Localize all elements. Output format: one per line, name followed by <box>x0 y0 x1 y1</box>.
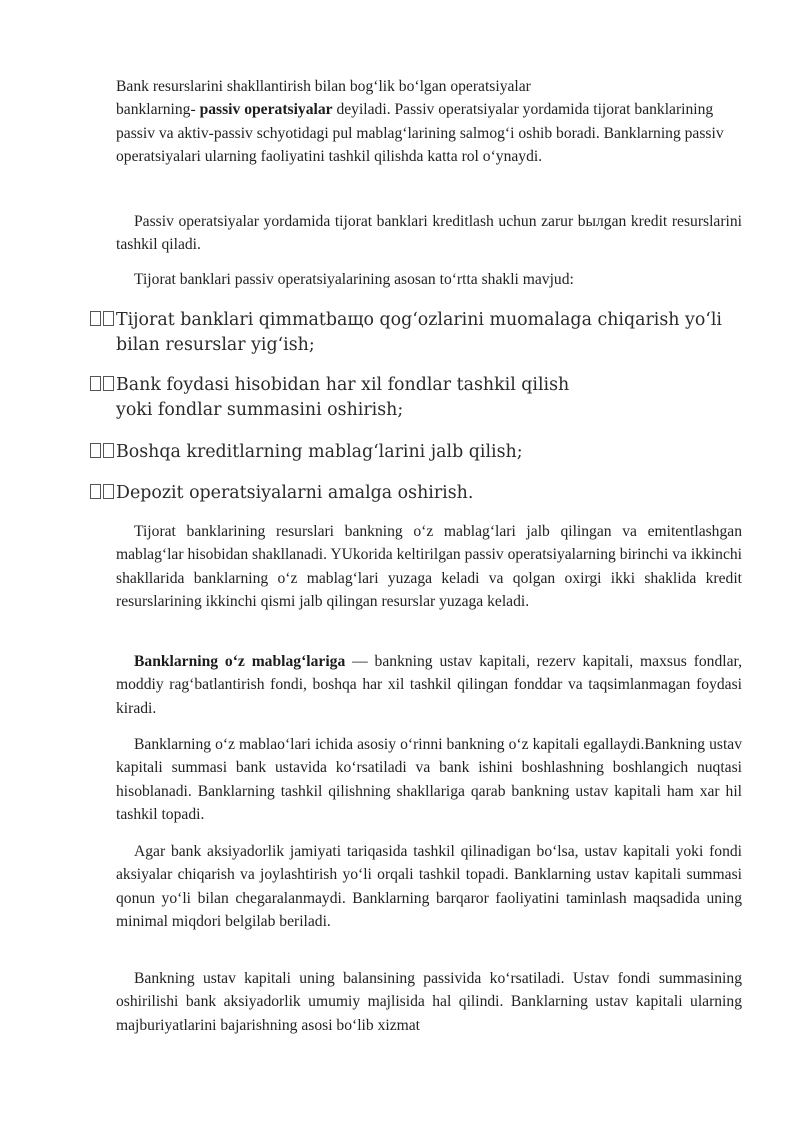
credit-paragraph: Passiv operatsiyalar yordamida tijorat banklari kreditlash uchun zarur bылgan kredit resurslarini tashkil qiladi. <box>116 213 742 254</box>
list-item-continuation: bilan resurslar yig‘ish; <box>116 335 315 355</box>
jsc-paragraph: Agar bank aksiyadorlik jamiyati tariqasida tashkil qilinadigan bo‘lsa, ustav kapitali yoki fondi aksiyalar chiqarish va joylashtirish yo‘li orqali tashkil topadi. Banklarning ustav kapitali summasi qonun yo‘li bilan chegaralanmaydi. Banklarning barqaror faoliyatini taminlash maqsadida uning minimal miqdori belgilab beriladi. <box>116 843 742 931</box>
intro-paragraph <box>116 75 736 169</box>
list-item-text: Bank foydasi hisobidan har xil fondlar tashkil qilish <box>116 375 570 395</box>
list-item-text: Tijorat banklari qimmatbaщо qog‘ozlarini muomalaga chiqarish yo‘li <box>116 310 722 330</box>
missing-glyph-box <box>103 443 114 458</box>
resources-paragraph: Tijorat banklarining resurslari bankning o‘z mablag‘lari jalb qilingan va emitentlashgan mablag‘lar hisobidan shakllanadi. YUkorida keltirilgan passiv operatsiyalarning birinchi va ikkinchi shakllarida banklarning o‘z mablag‘lari yuzaga keladi va qolgan oxirgi ikki shaklida kredit resurslarining ikkinchi qismi jalb qilingan resurslar yuzaga keladi. <box>116 523 742 611</box>
list-item <box>90 373 770 423</box>
list-item <box>90 308 770 358</box>
own-funds-rest: — bankning ustav kapitali, rezerv kapitali, maxsus fondlar, moddiy rag‘batlantirish fondi, boshqa har xil tashkil qilingan fonddar va taqsimlanmagan foydasi kiradi. <box>116 653 742 717</box>
capital-paragraph: Banklarning o‘z mablao‘lari ichida asosiy o‘rinni bankning o‘z kapitali egallaydi.Bankning ustav kapitali summasi bank ustavida ko‘rsatiladi va bank ishini boshlashning boshlangich nuqtasi hisoblanadi. Banklarning tashkil qilishning shakllariga qarab bankning ustav kapitali ham xar hil tashkil topadi. <box>116 736 742 824</box>
own-funds-paragraph <box>116 650 742 720</box>
own-funds-term: Banklarning o‘z mablag‘lariga <box>134 653 346 670</box>
missing-glyph-box <box>90 311 101 326</box>
intro-line1: Bank resurslarini shakllantirish bilan bog‘lik bo‘lgan operatsiyalar <box>116 78 531 95</box>
list-item-text: Depozit operatsiyalarni amalga oshirish. <box>116 483 474 503</box>
list-item <box>90 481 770 506</box>
missing-glyph-box <box>103 484 114 499</box>
forms-intro-paragraph: Tijorat banklari passiv operatsiyalarining asosan to‘rtta shakli mavjud: <box>134 271 574 288</box>
intro-lead: banklarning- <box>116 101 200 119</box>
missing-glyph-box <box>103 311 114 326</box>
missing-glyph-box <box>90 376 101 391</box>
intro-rest: deyiladi. Passiv operatsiyalar yordamida tijorat banklarining passiv va aktiv-passiv schyotidagi pul mablag‘larining salmog‘i oshib boradi. Banklarning passiv operatsiyalari ularning faoliyatini tashkil qilishda katta rol o‘ynaydi. <box>116 101 724 166</box>
missing-glyph-box <box>103 376 114 391</box>
list-item-continuation: yoki fondlar summasini oshirish; <box>116 400 404 420</box>
missing-glyph-box <box>90 443 101 458</box>
list-item-text: Boshqa kreditlarning mablag‘larini jalb qilish; <box>116 442 523 462</box>
list-item <box>90 440 770 465</box>
intro-term: passiv operatsiyalar <box>199 101 333 119</box>
missing-glyph-box <box>90 484 101 499</box>
balance-paragraph: Bankning ustav kapitali uning balansining passivida ko‘rsatiladi. Ustav fondi summasining oshirilishi bank aksiyadorlik umumiy majlisida hal qilindi. Banklarning ustav kapitali ularning majburiyatlarini bajarishning asosi bo‘lib xizmat <box>116 970 742 1034</box>
